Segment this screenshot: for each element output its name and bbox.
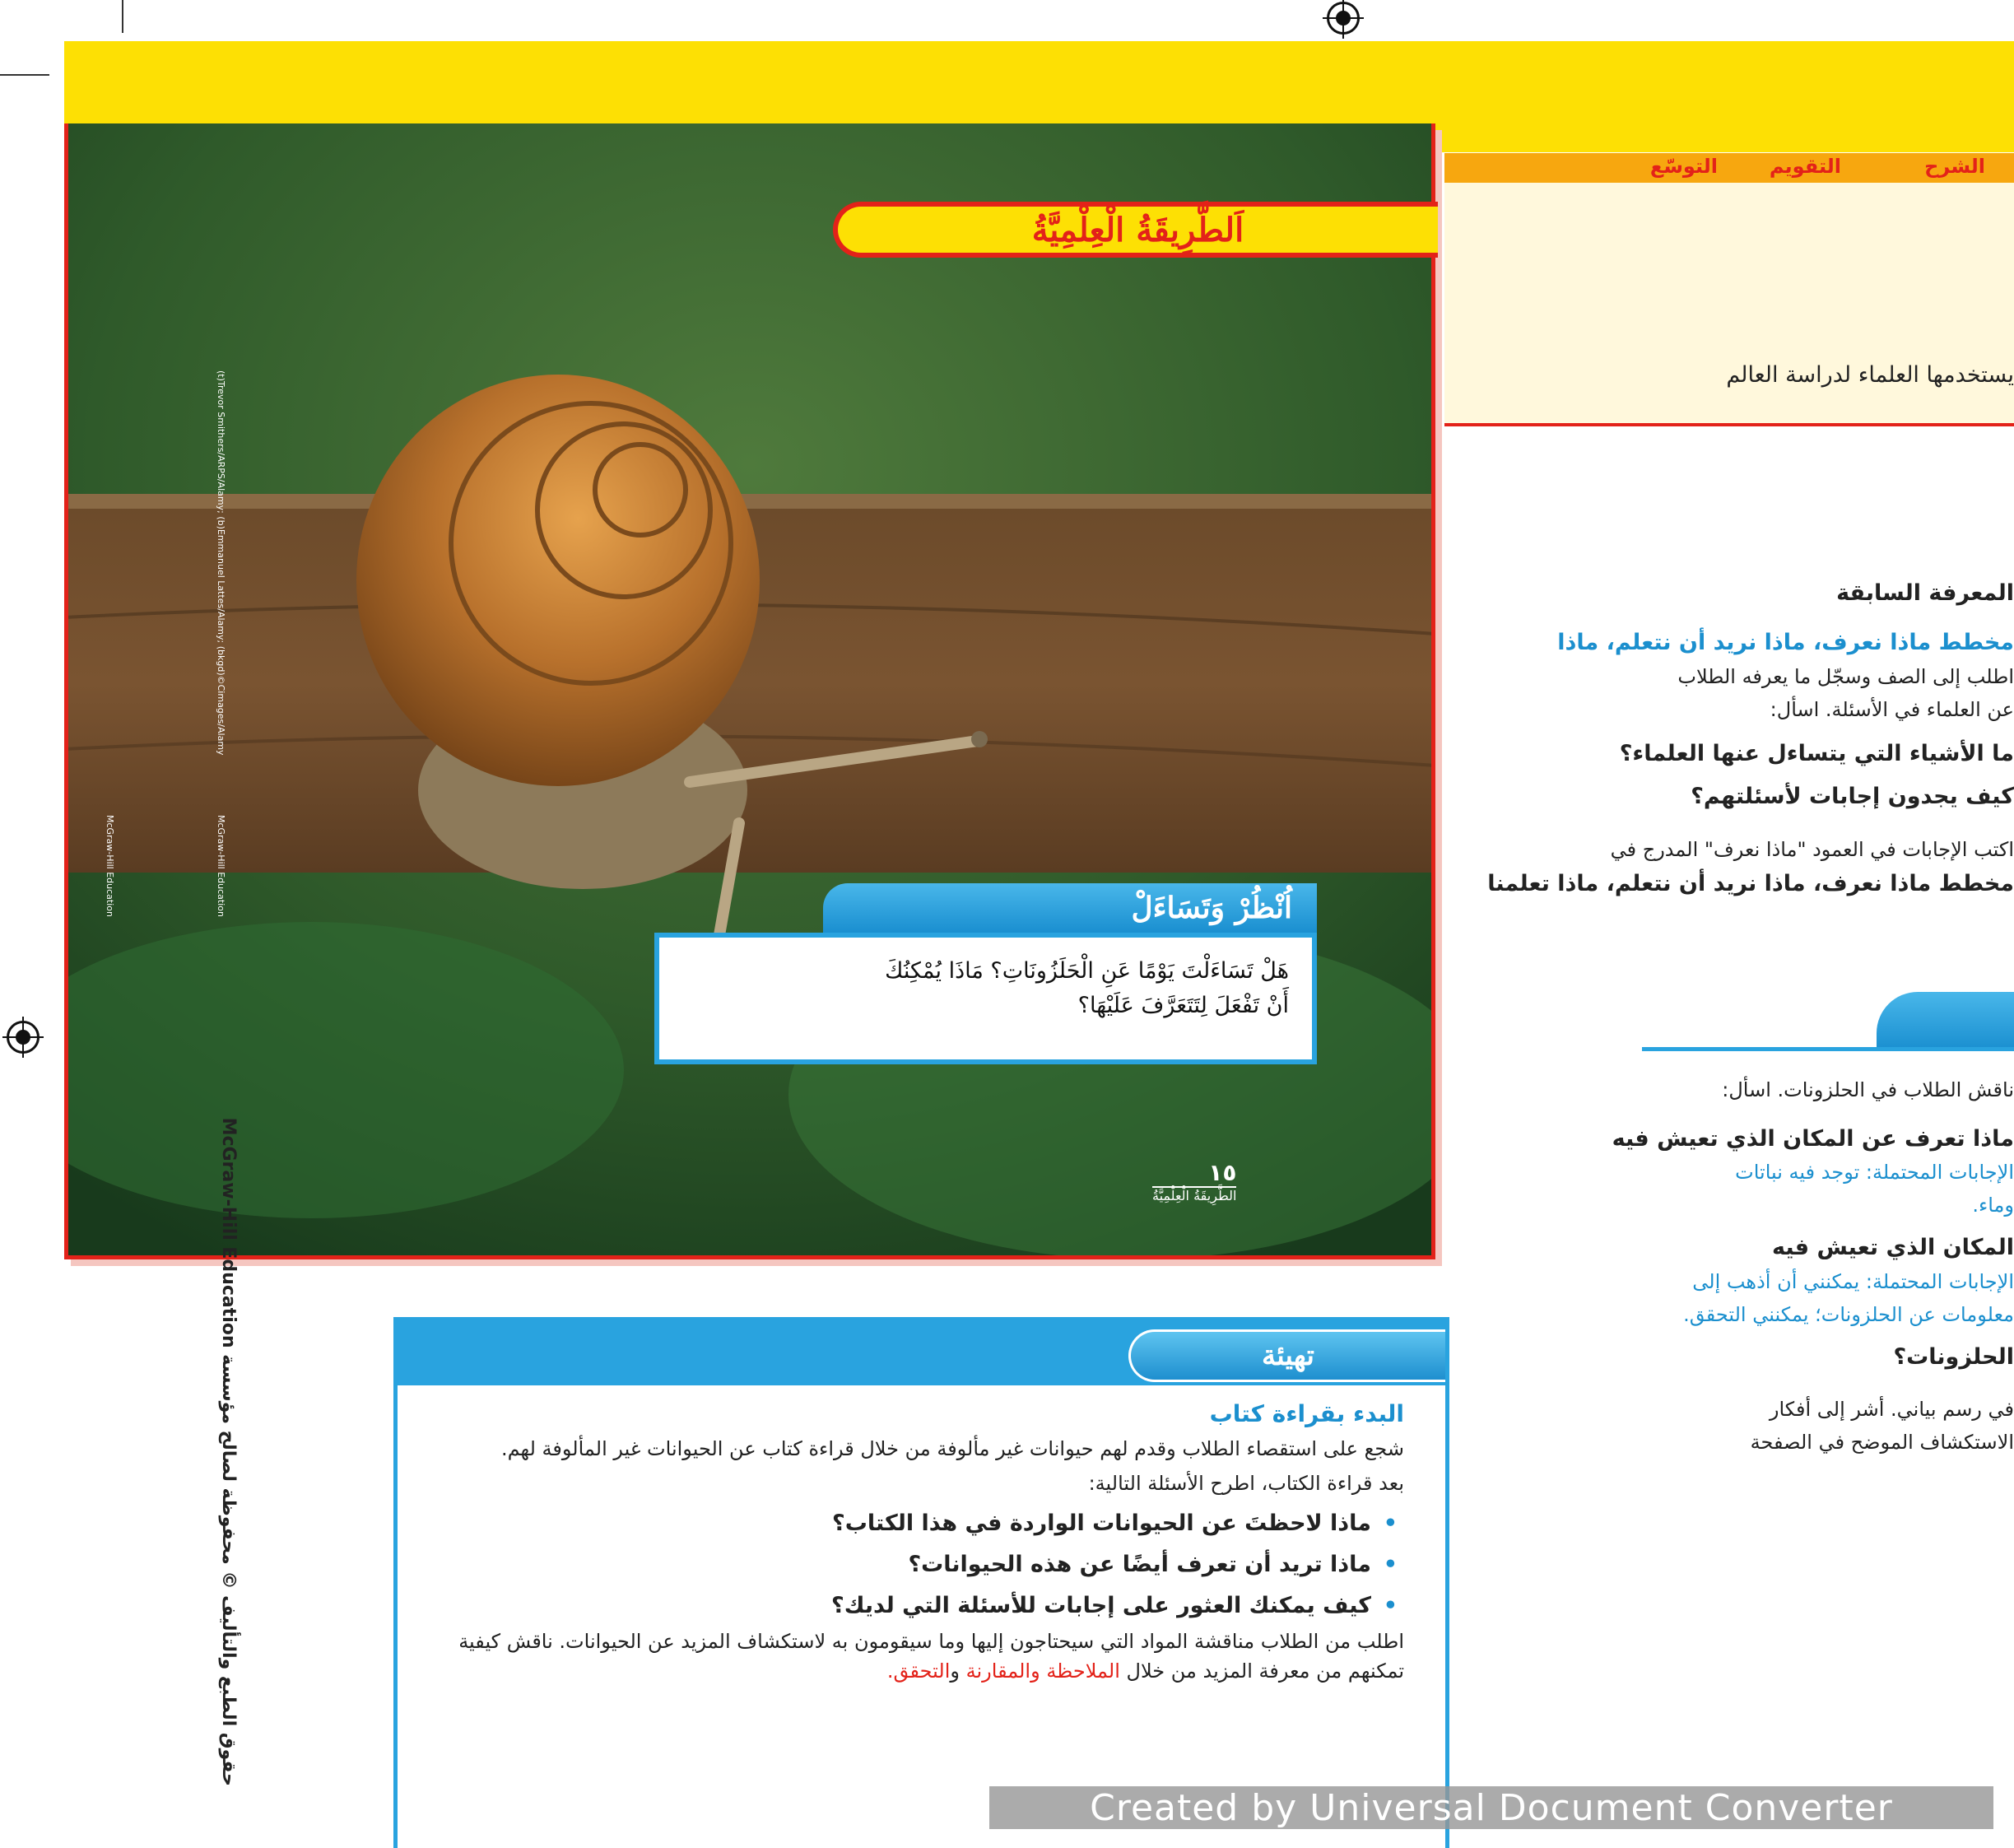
section-heading: المعرفة السابقة xyxy=(1836,580,2014,606)
answer: الإجابات المحتملة: توجد فيه نباتات xyxy=(1735,1161,2014,1184)
explore-tab xyxy=(1877,992,2014,1050)
objective-box xyxy=(1444,183,2014,426)
question: المكان الذي تعيش فيه xyxy=(1772,1235,2014,1260)
notes-line: عن العلماء في الأسئلة. اسأل: xyxy=(1770,698,2014,721)
registration-mark-icon xyxy=(1327,2,1360,35)
engage-heading: تهيئة xyxy=(1262,1339,1314,1372)
skill-compare: والمقارنة xyxy=(965,1659,1040,1683)
divider xyxy=(1642,1047,2014,1051)
look-and-wonder-heading: اُنْظُرْ وَتَسَاءَلْ xyxy=(1131,891,1292,925)
engage-subheading: البدء بقراءة كتاب xyxy=(1209,1400,1404,1427)
publisher-credit: McGraw-Hill Education xyxy=(105,815,115,917)
converter-watermark: Created by Universal Document Converter xyxy=(989,1786,1993,1829)
crop-mark-vertical xyxy=(122,0,123,33)
page-number: ١٥ xyxy=(1208,1159,1237,1186)
notes-line: ناقش الطلاب في الحلزونات. اسأل: xyxy=(1722,1078,2014,1101)
skill-observe: الملاحظة xyxy=(1046,1659,1120,1683)
lesson-title xyxy=(833,202,1438,258)
look-and-wonder-body xyxy=(654,933,1317,1064)
tab-evaluate: التقويم xyxy=(1769,155,1841,178)
registration-mark-icon xyxy=(7,1021,40,1054)
engage-box xyxy=(393,1317,1449,1848)
answer: الإجابات المحتملة: يمكنني أن أذهب إلى xyxy=(1692,1270,2014,1293)
engage-conjunction: و xyxy=(950,1659,960,1683)
page-number-block xyxy=(1152,1159,1236,1203)
notes-line: اكتب الإجابات في العمود "ماذا نعرف" المدرج في xyxy=(1610,838,2014,861)
copyright-notice: حقوق الطبع والتأليف © محفوظة لصالح مؤسسة McGraw-Hill Education xyxy=(218,1117,239,1786)
engage-paragraph: بعد قراءة الكتاب، اطرح الأسئلة التالية: xyxy=(1088,1472,1404,1495)
look-and-wonder-line: هَلْ تَسَاءَلْتَ يَوْمًا عَنِ الْحَلَزُونَاتِ؟ مَاذَا يُمْكِنُكَ xyxy=(885,958,1289,984)
question: كيف يجدون إجابات لأسئلتهم؟ xyxy=(1691,784,2014,809)
engage-paragraph xyxy=(449,1627,1404,1686)
engage-end-dot: . xyxy=(886,1659,894,1683)
section-tabs xyxy=(1444,153,2014,183)
page-caption: الطَّرِيقَةُ الْعِلْمِيَّةُ xyxy=(1152,1188,1237,1203)
snail-photo xyxy=(64,123,1435,1259)
kwl-line: مخطط ماذا نعرف، ماذا نريد أن نتعلم، ماذا xyxy=(1557,630,2014,655)
look-and-wonder-header xyxy=(823,883,1317,933)
question: ما الأشياء التي يتساءل عنها العلماء؟ xyxy=(1619,741,2014,766)
answer: وماء. xyxy=(1972,1194,2014,1217)
notes-line: الاستكشاف الموضح في الصفحة xyxy=(1750,1431,2014,1454)
notes-line: في رسم بياني. أشر إلى أفكار xyxy=(1769,1398,2014,1421)
explore-notes xyxy=(1444,1070,2014,1454)
publisher-credit: McGraw-Hill Education xyxy=(216,815,226,917)
engage-questions xyxy=(449,1503,1404,1627)
notes-line: مخطط ماذا نعرف، ماذا نريد أن نتعلم، ماذا تعلمنا xyxy=(1487,871,2014,896)
engage-pill xyxy=(1128,1329,1445,1382)
engage-question: • كيف يمكنك العثور على إجابات للأسئلة التي لديك؟ xyxy=(449,1585,1404,1627)
skill-investigate: التحقق xyxy=(893,1659,951,1683)
notes-line: اطلب إلى الصف وسجّل ما يعرفه الطلاب xyxy=(1677,665,2014,688)
question: ماذا تعرف عن المكان الذي تعيش فيه xyxy=(1612,1126,2014,1152)
look-and-wonder-box xyxy=(654,883,1317,1064)
engage-body xyxy=(449,1399,1404,1691)
answer: معلومات عن الحلزونات؛ يمكنني التحقق. xyxy=(1683,1303,2014,1326)
look-and-wonder-line: أَنْ تَفْعَلَ لِتَتَعَرَّفَ عَلَيْهَا؟ xyxy=(1077,993,1289,1018)
crop-mark-horizontal xyxy=(0,74,49,76)
engage-question: • ماذا لاحظتَ عن الحيوانات الواردة في هذا الكتاب؟ xyxy=(449,1503,1404,1544)
photo-credit: (t)Trevor Smithers/ARPS/Alamy; (b)Emmanuel Lattes/Alamy; (bkgd)©Cimages/Alamy xyxy=(216,370,226,756)
engage-paragraph: شجع على استقصاء الطلاب وقدم لهم حيوانات غير مألوفة من خلال قراءة كتاب عن الحيوانات غير المألوفة لهم. xyxy=(500,1437,1404,1460)
question: الحلزونات؟ xyxy=(1893,1344,2014,1370)
engage-header xyxy=(398,1321,1445,1385)
objective-text: يستخدمها العلماء لدراسة العالم xyxy=(1726,362,2014,388)
engage-paragraph-text: اطلب من الطلاب مناقشة المواد التي سيحتاجون إليها وما سيقومون به لاستكشاف المزيد عن الحيوانات. ناقش كيفية تمكنهم من معرفة المزيد من خلال xyxy=(458,1630,1404,1683)
lesson-title-text: اَلطَّرِيقَةُ الْعِلْمِيَّةُ xyxy=(1031,210,1244,249)
tab-explain: الشرح xyxy=(1924,155,1985,178)
tab-extend: التوسّع xyxy=(1649,155,1718,178)
engage-question: • ماذا تريد أن تعرف أيضًا عن هذه الحيوانات؟ xyxy=(449,1544,1404,1585)
